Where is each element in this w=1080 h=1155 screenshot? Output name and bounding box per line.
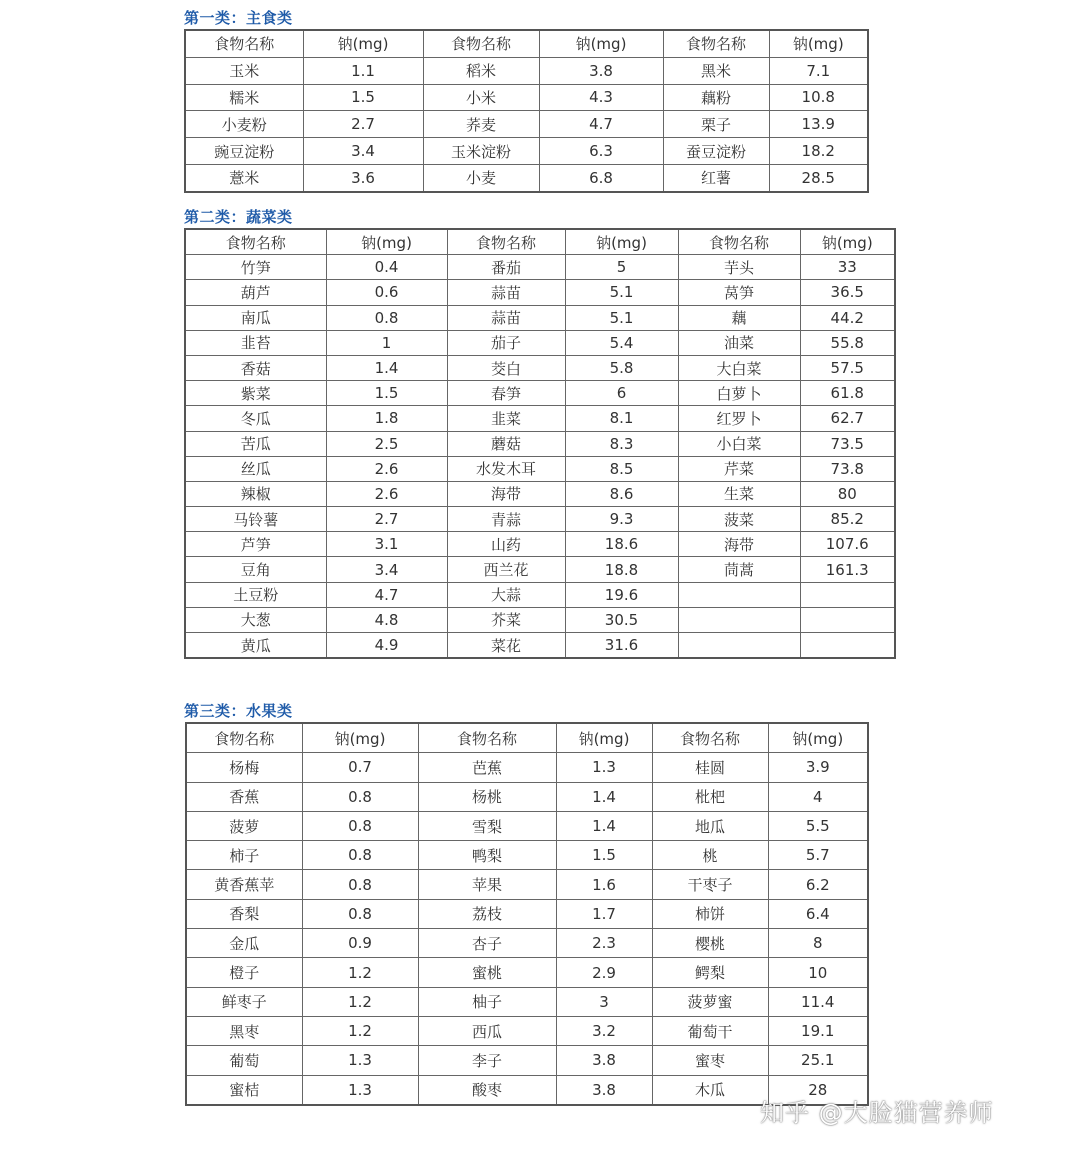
sodium-value-cell: 0.8 xyxy=(302,870,418,899)
food-name-cell: 小白菜 xyxy=(678,431,800,456)
food-name-cell: 辣椒 xyxy=(185,481,326,506)
sodium-value-cell: 1.5 xyxy=(303,84,423,111)
food-name-cell: 蜜枣 xyxy=(652,1046,768,1075)
food-name-cell: 土豆粉 xyxy=(185,582,326,607)
table-row xyxy=(185,557,895,582)
food-name-cell: 豆角 xyxy=(185,557,326,582)
table-row xyxy=(186,870,868,899)
sodium-value-cell: 18.8 xyxy=(565,557,678,582)
header-sodium: 钠(mg) xyxy=(565,229,678,255)
food-name-cell: 杏子 xyxy=(418,929,556,958)
food-name-cell: 青蒜 xyxy=(447,507,565,532)
food-name-cell xyxy=(678,633,800,659)
food-name-cell: 莴笋 xyxy=(678,280,800,305)
table-header-row xyxy=(185,229,895,255)
food-name-cell: 茭白 xyxy=(447,355,565,380)
food-name-cell: 菠萝蜜 xyxy=(652,987,768,1016)
sodium-value-cell: 5.1 xyxy=(565,280,678,305)
food-name-cell: 茼蒿 xyxy=(678,557,800,582)
food-name-cell: 酸枣 xyxy=(418,1075,556,1105)
sodium-value-cell: 0.8 xyxy=(302,782,418,811)
header-sodium: 钠(mg) xyxy=(769,30,868,57)
food-name-cell: 栗子 xyxy=(663,111,769,138)
sodium-value-cell: 2.7 xyxy=(303,111,423,138)
header-food-name: 食物名称 xyxy=(447,229,565,255)
sodium-value-cell: 44.2 xyxy=(800,305,895,330)
sodium-value-cell: 5.8 xyxy=(565,355,678,380)
food-name-cell: 西兰花 xyxy=(447,557,565,582)
sodium-value-cell: 5.7 xyxy=(768,841,868,870)
sodium-value-cell xyxy=(800,633,895,659)
sodium-value-cell: 1.3 xyxy=(302,1075,418,1105)
sodium-value-cell: 10.8 xyxy=(769,84,868,111)
food-name-cell: 木瓜 xyxy=(652,1075,768,1105)
sodium-value-cell: 1.7 xyxy=(556,899,652,928)
sodium-value-cell: 25.1 xyxy=(768,1046,868,1075)
sodium-value-cell: 8.1 xyxy=(565,406,678,431)
sodium-value-cell: 80 xyxy=(800,481,895,506)
sodium-value-cell: 1.3 xyxy=(556,753,652,782)
food-name-cell: 葡萄 xyxy=(186,1046,302,1075)
table-row xyxy=(185,280,895,305)
food-name-cell: 葡萄干 xyxy=(652,1016,768,1045)
food-name-cell: 金瓜 xyxy=(186,929,302,958)
sodium-value-cell: 8.5 xyxy=(565,456,678,481)
header-food-name: 食物名称 xyxy=(418,723,556,753)
food-name-cell: 芦笋 xyxy=(185,532,326,557)
food-name-cell: 黄香蕉苹 xyxy=(186,870,302,899)
sodium-value-cell: 5.4 xyxy=(565,330,678,355)
food-name-cell: 稻米 xyxy=(423,57,539,84)
table-row xyxy=(185,532,895,557)
food-name-cell: 南瓜 xyxy=(185,305,326,330)
sodium-value-cell xyxy=(800,607,895,632)
food-name-cell: 春笋 xyxy=(447,381,565,406)
food-name-cell: 苹果 xyxy=(418,870,556,899)
sodium-value-cell: 30.5 xyxy=(565,607,678,632)
food-name-cell: 红薯 xyxy=(663,164,769,191)
food-name-cell: 丝瓜 xyxy=(185,456,326,481)
food-name-cell: 马铃薯 xyxy=(185,507,326,532)
header-food-name: 食物名称 xyxy=(663,30,769,57)
food-name-cell: 芭蕉 xyxy=(418,753,556,782)
sodium-value-cell: 3.8 xyxy=(556,1075,652,1105)
sodium-value-cell: 31.6 xyxy=(565,633,678,659)
header-sodium: 钠(mg) xyxy=(768,723,868,753)
table-row xyxy=(186,899,868,928)
table-row xyxy=(185,57,868,84)
sodium-value-cell: 8 xyxy=(768,929,868,958)
sodium-value-cell: 19.1 xyxy=(768,1016,868,1045)
vegetable-sodium-table xyxy=(184,228,896,659)
table-row xyxy=(185,431,895,456)
table-row xyxy=(185,305,895,330)
table-header-row xyxy=(186,723,868,753)
food-name-cell: 海带 xyxy=(447,481,565,506)
table-header-row xyxy=(185,30,868,57)
sodium-value-cell: 2.9 xyxy=(556,958,652,987)
sodium-value-cell: 73.5 xyxy=(800,431,895,456)
sodium-value-cell: 4.7 xyxy=(326,582,447,607)
sodium-value-cell: 3.1 xyxy=(326,532,447,557)
food-name-cell: 鳄梨 xyxy=(652,958,768,987)
sodium-value-cell: 6.2 xyxy=(768,870,868,899)
sodium-value-cell: 33 xyxy=(800,255,895,280)
food-name-cell: 小米 xyxy=(423,84,539,111)
table-row xyxy=(186,1016,868,1045)
sodium-value-cell: 1.4 xyxy=(326,355,447,380)
header-food-name: 食物名称 xyxy=(423,30,539,57)
food-name-cell: 香菇 xyxy=(185,355,326,380)
food-name-cell: 鸭梨 xyxy=(418,841,556,870)
food-name-cell: 玉米 xyxy=(185,57,303,84)
food-name-cell: 菠菜 xyxy=(678,507,800,532)
table-row xyxy=(186,841,868,870)
food-name-cell: 糯米 xyxy=(185,84,303,111)
sodium-value-cell: 61.8 xyxy=(800,381,895,406)
food-name-cell: 芥菜 xyxy=(447,607,565,632)
food-name-cell: 干枣子 xyxy=(652,870,768,899)
table-row xyxy=(186,958,868,987)
sodium-value-cell: 2.5 xyxy=(326,431,447,456)
sodium-value-cell: 0.9 xyxy=(302,929,418,958)
sodium-value-cell: 1.8 xyxy=(326,406,447,431)
sodium-value-cell: 13.9 xyxy=(769,111,868,138)
food-name-cell: 薏米 xyxy=(185,164,303,191)
header-food-name: 食物名称 xyxy=(652,723,768,753)
food-name-cell: 冬瓜 xyxy=(185,406,326,431)
table-row xyxy=(185,164,868,191)
table-row xyxy=(185,330,895,355)
sodium-value-cell: 19.6 xyxy=(565,582,678,607)
food-name-cell: 海带 xyxy=(678,532,800,557)
sodium-value-cell: 107.6 xyxy=(800,532,895,557)
header-sodium: 钠(mg) xyxy=(800,229,895,255)
food-name-cell: 藕粉 xyxy=(663,84,769,111)
section-title-staple: 第一类：主食类 xyxy=(184,9,293,27)
food-name-cell: 杨桃 xyxy=(418,782,556,811)
table-row xyxy=(186,987,868,1016)
food-name-cell: 韭菜 xyxy=(447,406,565,431)
section-title-fruit: 第三类：水果类 xyxy=(184,702,293,720)
section-title-vegetable: 第二类：蔬菜类 xyxy=(184,208,293,226)
header-food-name: 食物名称 xyxy=(185,229,326,255)
sodium-value-cell: 1.2 xyxy=(302,1016,418,1045)
sodium-value-cell: 5.1 xyxy=(565,305,678,330)
food-name-cell: 黑枣 xyxy=(186,1016,302,1045)
table-row xyxy=(186,782,868,811)
food-name-cell: 芹菜 xyxy=(678,456,800,481)
sodium-value-cell: 1.6 xyxy=(556,870,652,899)
header-food-name: 食物名称 xyxy=(186,723,302,753)
table-row xyxy=(185,406,895,431)
sodium-value-cell: 18.2 xyxy=(769,138,868,165)
sodium-value-cell: 6.3 xyxy=(539,138,663,165)
sodium-value-cell: 1.4 xyxy=(556,782,652,811)
sodium-value-cell: 28 xyxy=(768,1075,868,1105)
food-name-cell: 大葱 xyxy=(185,607,326,632)
food-name-cell: 大蒜 xyxy=(447,582,565,607)
sodium-value-cell: 8.3 xyxy=(565,431,678,456)
food-name-cell: 番茄 xyxy=(447,255,565,280)
sodium-value-cell: 0.8 xyxy=(302,811,418,840)
sodium-value-cell: 4.9 xyxy=(326,633,447,659)
food-name-cell: 柿子 xyxy=(186,841,302,870)
food-name-cell: 鲜枣子 xyxy=(186,987,302,1016)
sodium-value-cell: 0.6 xyxy=(326,280,447,305)
sodium-value-cell: 5.5 xyxy=(768,811,868,840)
sodium-value-cell: 11.4 xyxy=(768,987,868,1016)
table-row xyxy=(185,481,895,506)
sodium-value-cell: 1.2 xyxy=(302,958,418,987)
food-name-cell: 大白菜 xyxy=(678,355,800,380)
table-row xyxy=(185,633,895,659)
food-name-cell: 黄瓜 xyxy=(185,633,326,659)
sodium-value-cell: 1.3 xyxy=(302,1046,418,1075)
table-row xyxy=(185,84,868,111)
sodium-value-cell: 62.7 xyxy=(800,406,895,431)
food-name-cell: 茄子 xyxy=(447,330,565,355)
food-name-cell: 地瓜 xyxy=(652,811,768,840)
sodium-value-cell: 2.6 xyxy=(326,481,447,506)
food-name-cell: 生菜 xyxy=(678,481,800,506)
header-food-name: 食物名称 xyxy=(678,229,800,255)
watermark: 知乎 @大脸猫营养师 xyxy=(760,1099,994,1127)
sodium-value-cell: 0.8 xyxy=(326,305,447,330)
table-row xyxy=(185,255,895,280)
food-name-cell: 油菜 xyxy=(678,330,800,355)
food-name-cell: 荔枝 xyxy=(418,899,556,928)
sodium-value-cell: 18.6 xyxy=(565,532,678,557)
food-name-cell: 芋头 xyxy=(678,255,800,280)
sodium-value-cell: 73.8 xyxy=(800,456,895,481)
table-row xyxy=(185,111,868,138)
sodium-value-cell: 7.1 xyxy=(769,57,868,84)
table-row xyxy=(186,1046,868,1075)
table-row xyxy=(185,582,895,607)
food-name-cell: 杨梅 xyxy=(186,753,302,782)
food-name-cell: 西瓜 xyxy=(418,1016,556,1045)
sodium-value-cell: 1.5 xyxy=(556,841,652,870)
table-row xyxy=(186,811,868,840)
sodium-value-cell: 3.4 xyxy=(326,557,447,582)
fruit-sodium-table xyxy=(185,722,869,1106)
food-name-cell: 桃 xyxy=(652,841,768,870)
food-name-cell: 荞麦 xyxy=(423,111,539,138)
sodium-value-cell: 1 xyxy=(326,330,447,355)
sodium-value-cell: 5 xyxy=(565,255,678,280)
food-name-cell: 韭苔 xyxy=(185,330,326,355)
table-row xyxy=(185,607,895,632)
sodium-value-cell: 28.5 xyxy=(769,164,868,191)
food-name-cell: 小麦 xyxy=(423,164,539,191)
sodium-value-cell: 1.4 xyxy=(556,811,652,840)
sodium-value-cell: 4.7 xyxy=(539,111,663,138)
food-name-cell: 蚕豆淀粉 xyxy=(663,138,769,165)
sodium-value-cell: 1.5 xyxy=(326,381,447,406)
sodium-value-cell: 3.8 xyxy=(556,1046,652,1075)
sodium-value-cell: 0.4 xyxy=(326,255,447,280)
table-row xyxy=(185,456,895,481)
food-name-cell: 柿饼 xyxy=(652,899,768,928)
sodium-value-cell: 3.9 xyxy=(768,753,868,782)
food-name-cell: 葫芦 xyxy=(185,280,326,305)
header-sodium: 钠(mg) xyxy=(302,723,418,753)
sodium-value-cell: 3.2 xyxy=(556,1016,652,1045)
table-row xyxy=(186,753,868,782)
sodium-value-cell: 6.4 xyxy=(768,899,868,928)
sodium-value-cell: 4.3 xyxy=(539,84,663,111)
sodium-value-cell: 3.6 xyxy=(303,164,423,191)
food-name-cell: 樱桃 xyxy=(652,929,768,958)
sodium-value-cell: 1.2 xyxy=(302,987,418,1016)
sodium-value-cell: 3.8 xyxy=(539,57,663,84)
sodium-value-cell: 0.8 xyxy=(302,841,418,870)
sodium-value-cell: 2.3 xyxy=(556,929,652,958)
sodium-value-cell: 55.8 xyxy=(800,330,895,355)
food-name-cell: 紫菜 xyxy=(185,381,326,406)
sodium-value-cell: 1.1 xyxy=(303,57,423,84)
food-name-cell: 菠萝 xyxy=(186,811,302,840)
sodium-value-cell: 6.8 xyxy=(539,164,663,191)
food-name-cell: 白萝卜 xyxy=(678,381,800,406)
table-row xyxy=(186,929,868,958)
sodium-value-cell: 36.5 xyxy=(800,280,895,305)
sodium-value-cell: 2.6 xyxy=(326,456,447,481)
food-name-cell: 豌豆淀粉 xyxy=(185,138,303,165)
food-name-cell: 枇杷 xyxy=(652,782,768,811)
food-name-cell xyxy=(678,582,800,607)
food-name-cell: 红罗卜 xyxy=(678,406,800,431)
sodium-value-cell: 161.3 xyxy=(800,557,895,582)
food-name-cell: 蜜桔 xyxy=(186,1075,302,1105)
food-name-cell: 小麦粉 xyxy=(185,111,303,138)
food-name-cell: 菜花 xyxy=(447,633,565,659)
food-name-cell: 蒜苗 xyxy=(447,305,565,330)
sodium-value-cell: 4.8 xyxy=(326,607,447,632)
food-name-cell: 藕 xyxy=(678,305,800,330)
sodium-value-cell: 2.7 xyxy=(326,507,447,532)
food-name-cell: 李子 xyxy=(418,1046,556,1075)
food-name-cell: 蘑菇 xyxy=(447,431,565,456)
sodium-value-cell xyxy=(800,582,895,607)
food-name-cell: 山药 xyxy=(447,532,565,557)
food-name-cell: 黑米 xyxy=(663,57,769,84)
food-name-cell: 水发木耳 xyxy=(447,456,565,481)
sodium-value-cell: 3 xyxy=(556,987,652,1016)
sodium-value-cell: 10 xyxy=(768,958,868,987)
food-name-cell xyxy=(678,607,800,632)
sodium-value-cell: 6 xyxy=(565,381,678,406)
header-sodium: 钠(mg) xyxy=(556,723,652,753)
food-name-cell: 苦瓜 xyxy=(185,431,326,456)
sodium-value-cell: 9.3 xyxy=(565,507,678,532)
food-name-cell: 玉米淀粉 xyxy=(423,138,539,165)
food-name-cell: 竹笋 xyxy=(185,255,326,280)
sodium-value-cell: 85.2 xyxy=(800,507,895,532)
sodium-value-cell: 4 xyxy=(768,782,868,811)
sodium-value-cell: 57.5 xyxy=(800,355,895,380)
food-name-cell: 蒜苗 xyxy=(447,280,565,305)
sodium-value-cell: 0.8 xyxy=(302,899,418,928)
food-name-cell: 蜜桃 xyxy=(418,958,556,987)
table-row xyxy=(185,507,895,532)
food-name-cell: 香蕉 xyxy=(186,782,302,811)
food-name-cell: 香梨 xyxy=(186,899,302,928)
sodium-value-cell: 3.4 xyxy=(303,138,423,165)
header-sodium: 钠(mg) xyxy=(539,30,663,57)
sodium-value-cell: 0.7 xyxy=(302,753,418,782)
food-name-cell: 雪梨 xyxy=(418,811,556,840)
table-row xyxy=(185,355,895,380)
table-row xyxy=(185,381,895,406)
food-name-cell: 橙子 xyxy=(186,958,302,987)
table-row xyxy=(185,138,868,165)
food-name-cell: 桂圆 xyxy=(652,753,768,782)
header-sodium: 钠(mg) xyxy=(303,30,423,57)
food-name-cell: 柚子 xyxy=(418,987,556,1016)
header-food-name: 食物名称 xyxy=(185,30,303,57)
header-sodium: 钠(mg) xyxy=(326,229,447,255)
sodium-value-cell: 8.6 xyxy=(565,481,678,506)
staple-food-sodium-table xyxy=(184,29,869,193)
